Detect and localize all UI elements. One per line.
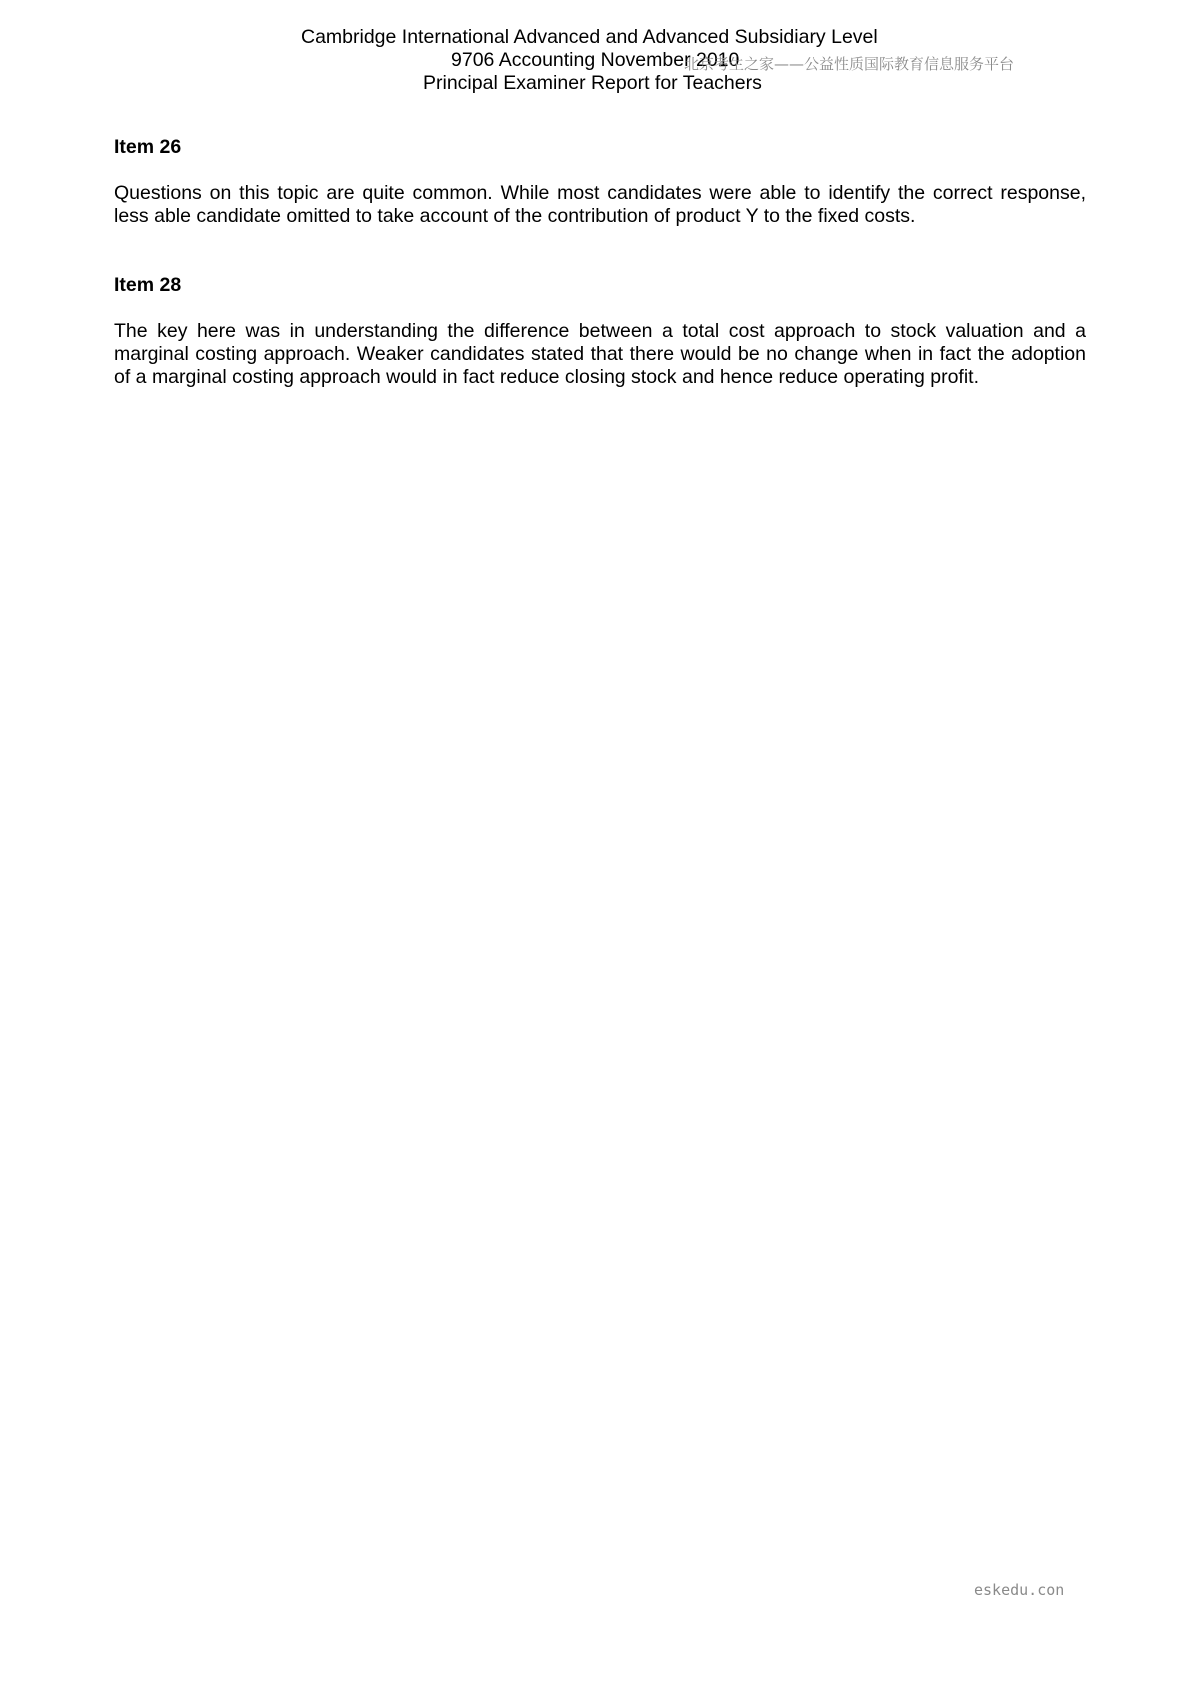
watermark-bottom-text: eskedu.con xyxy=(974,1581,1065,1599)
item-26-section xyxy=(114,136,1086,228)
report-content xyxy=(114,136,1086,389)
header-report-title: Principal Examiner Report for Teachers xyxy=(423,72,762,94)
item-commentary: The key here was in understanding the difference between a total cost approach to stock valuation and a marginal costing approach. Weaker candidates stated that there would be no change when in fact the adoption of a marginal costing approach would in fact reduce closing stock and hence reduce operating profit. xyxy=(114,320,1086,388)
header-syllabus-session: 9706 Accounting November 2010 xyxy=(451,49,740,71)
item-commentary: Questions on this topic are quite common. While most candidates were able to identify the correct response, less able candidate omitted to take account of the contribution of product Y to the fixed costs. xyxy=(114,182,1086,227)
item-heading: Item 28 xyxy=(114,274,182,296)
item-heading: Item 26 xyxy=(114,136,182,158)
header-qualification-title: Cambridge International Advanced and Advanced Subsidiary Level xyxy=(301,26,878,48)
watermark-top-text: 北京考生之家——公益性质国际教育信息服务平台 xyxy=(684,55,1015,73)
item-28-section xyxy=(114,274,1086,389)
